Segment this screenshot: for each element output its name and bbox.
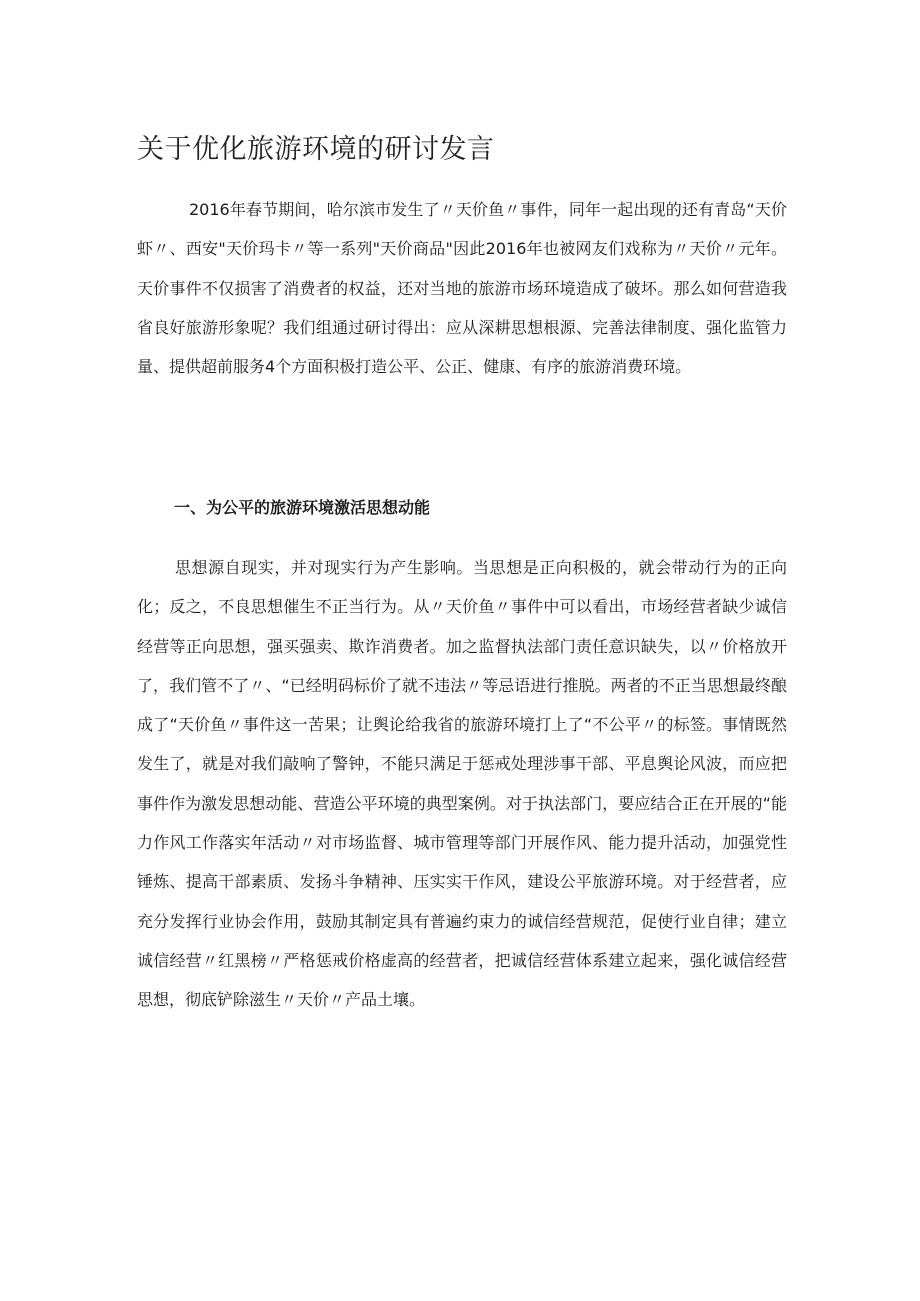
intro-paragraph: 2016年春节期间，哈尔滨市发生了〃天价鱼〃事件，同年一起出现的还有青岛“天价虾〃、西安"天价玛卡〃等一系列"天价商品"因此2016年也被网友们戏称为〃天价〃元年。天价事件不仅损害了消费者的权益，还对当地的旅游市场环境造成了破坏。那么如何营造我省良好旅游形象呢？我们组通过研讨得出：应从深耕思想根源、完善法律制度、强化监管力量、提供超前服务4个方面积极打造公平、公正、健康、有序的旅游消费环境。	[137, 200, 787, 377]
section-paragraph: 思想源自现实，并对现实行为产生影响。当思想是正向积极的，就会带动行为的正向化；反之，不良思想催生不正当行为。从〃天价鱼〃事件中可以看出，市场经营者缺少诚信经营等正向思想，强买强卖、欺诈消费者。加之监督执法部门责任意识缺失，以〃价格放开了，我们管不了〃、“已经明码标价了就不违法〃等忌语进行推脱。两者的不正当思想最终酿成了“天价鱼〃事件这一苦果；让舆论给我省的旅游环境打上了“不公平〃的标签。事情既然发生了，就是对我们敲响了警钟，不能只满足于惩戒处理涉事干部、平息舆论风波，而应把事件作为激发思想动能、营造公平环境的典型案例。对于执法部门，要应结合正在开展的“能力作风工作落实年活动〃对市场监督、城市管理等部门开展作风、能力提升活动，加强党性锤炼、提高干部素质、发扬斗争精神、压实实干作风，建设公平旅游环境。对于经营者，应充分发挥行业协会作用，鼓励其制定具有普遍约束力的诚信经营规范，促使行业自律；建立诚信经营〃红黑榜〃严格惩戒价格虚高的经营者，把诚信经营体系建立起来，强化诚信经营思想，彻底铲除滋生〃天价〃产品土壤。	[137, 558, 787, 1010]
document-title: 关于优化旅游环境的研讨发言	[137, 134, 495, 165]
section-heading: 一、为公平的旅游环境激活思想动能	[174, 498, 431, 517]
